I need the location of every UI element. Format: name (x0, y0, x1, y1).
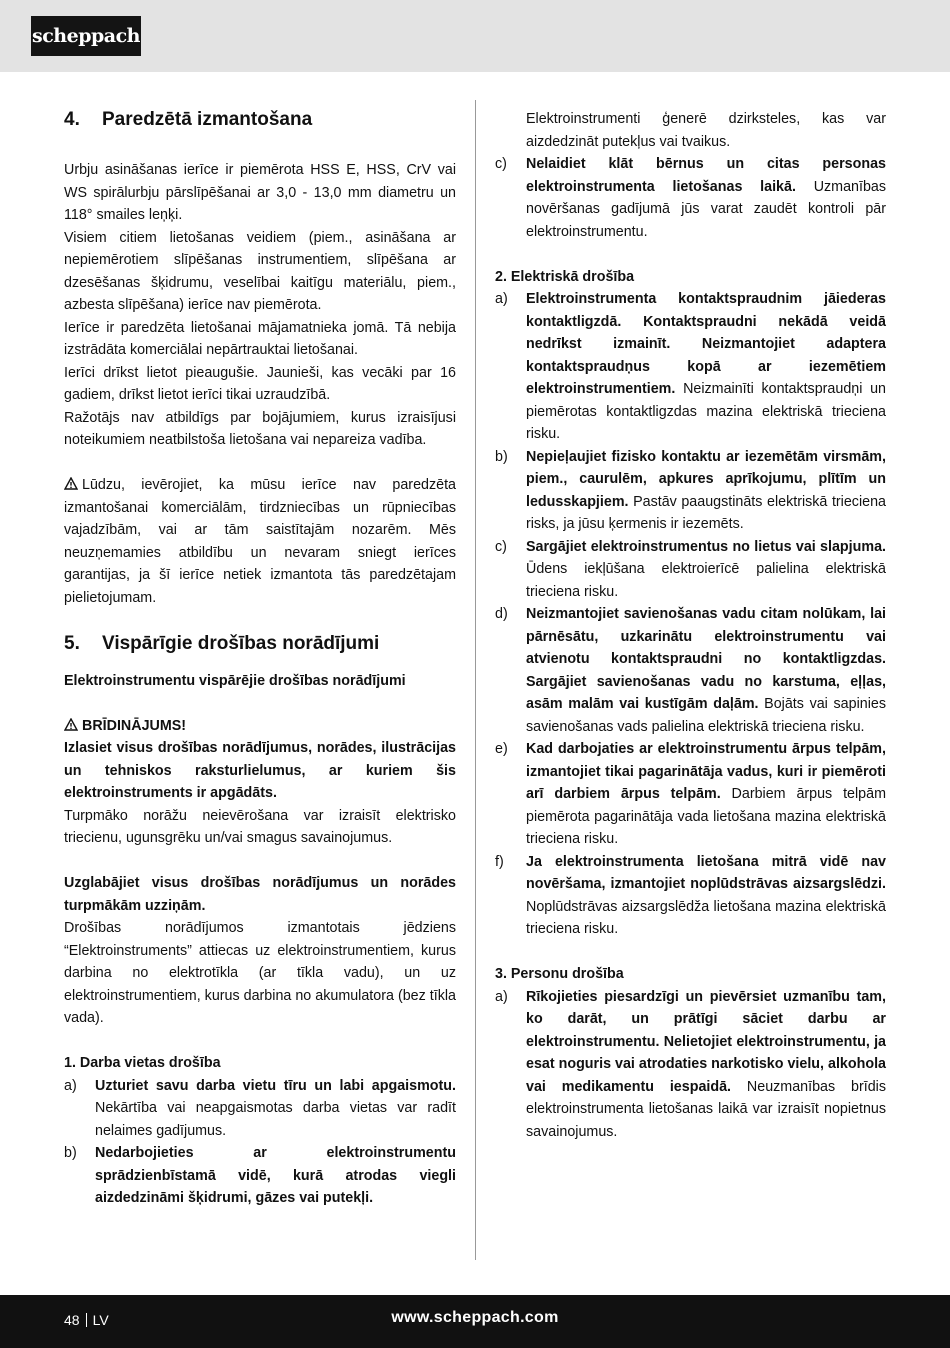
list-letter: a) (495, 291, 508, 307)
personal-safety-title: 3. Personu drošība (495, 966, 624, 982)
item-bold: Rīkojieties piesardzīgi un pievērsiet uzmanību tam, ko darāt, un prātīgi sāciet darbu ar elektroinstrumentu. Nelietojiet elektroinstrumentu, ja esat noguris vai atrodaties narkotisko vielu, alkohola vai medikamentu iespaidā. (526, 988, 886, 1095)
list-letter: a) (64, 1077, 77, 1094)
warning-heading (64, 715, 456, 738)
item-bold: Uzturiet savu darba vietu tīru un labi apgaismotu. (95, 1077, 456, 1094)
keep-instructions-text: Drošības norādījumos izmantotais jēdziens “Elektroinstruments” attiecas uz elektroinstrumentiem, kurus darbina no elektrotīkla (ar tīkla vadu), un uz elektroinstrumentiem, kurus darbina no akumulatora (bez tīkla vada). (64, 920, 456, 1026)
footer-bar (0, 1295, 950, 1348)
item-bold: Nedarbojieties ar elektroinstrumentu sprādzienbīstamā vidē, kurā atrodas viegli aizdedzināmi šķidrumi, gāzes vai putekļi. (95, 1145, 456, 1206)
item-bold: Neizmantojiet savienošanas vadu citam nolūkam, lai pārnēsātu, uzkarinātu elektroinstrumentu vai atvienotu kontaktspraudni no kontaktligzdas. Sargājiet savienošanas vadu no karstuma, eļļas, asām malām vai kustīgām daļām. (526, 606, 886, 712)
paragraph: Ierīce ir paredzēta lietošanai mājamatnieka jomā. Tā nebija izstrādāta komerciālai nepārtrauktai lietošanai. (64, 319, 456, 358)
list-item (495, 851, 886, 941)
list-item (64, 1075, 456, 1143)
section-number: 4. (64, 109, 80, 130)
column-divider (475, 100, 476, 1260)
left-column (64, 108, 456, 1210)
list-letter: b) (495, 448, 508, 465)
list-item (495, 153, 886, 243)
list-letter: e) (495, 741, 508, 757)
section-5-heading (64, 632, 456, 656)
section-title: Vispārīgie drošības norādījumi (102, 632, 380, 654)
item-text: Elektroinstrumenti ģenerē dzirksteles, kas var aizdedzināt putekļus vai tvaikus. (526, 111, 886, 150)
section-4-heading (64, 108, 456, 132)
paragraph: Visiem citiem lietošanas veidiem (piem., asināšana ar nepiemērotiem slīpēšanas instrumentiem, slīpēšana ar dzesēšanas šķidrumu, veselībai kaitīgu materiālu, piem., azbesta slīpēšana) ierīce nav piemērota. (64, 229, 456, 313)
right-column (495, 108, 886, 1143)
keep-instructions-bold: Uzglabājiet visus drošības norādījumus un norādes turpmākām uzziņām. (64, 875, 456, 914)
warning-bold-text: Izlasiet visus drošības norādījumus, norādes, ilustrācijas un tehniskos raksturlielumus, ar kuriem šis elektroinstruments ir apgādāts. (64, 740, 456, 801)
language-code: LV (92, 1312, 109, 1328)
list-item (495, 986, 886, 1144)
list-item (495, 288, 886, 446)
workplace-safety-title: 1. Darba vietas drošība (64, 1055, 221, 1071)
list-item-continuation (495, 108, 886, 153)
item-text: Ūdens iekļūšana elektroierīcē palielina elektriskā trieciena risku. (526, 561, 886, 600)
warning-label: BRĪDINĀJUMS! (82, 717, 187, 734)
list-item (64, 1142, 456, 1210)
section-title: Paredzētā izmantošana (102, 109, 313, 130)
list-letter: c) (495, 156, 507, 172)
list-letter: c) (495, 538, 507, 555)
list-item (495, 603, 886, 738)
brand-logo: scheppach (31, 16, 141, 56)
list-letter: a) (495, 988, 508, 1005)
item-bold: Ja elektroinstrumenta lietošana mitrā vidē nav novēršama, izmantojiet noplūdstrāvas aizsargslēdzi. (526, 853, 886, 892)
list-item (495, 738, 886, 851)
item-text: Neizmainīti kontaktspraudņi un piemērotas kontaktligzdas mazina elektriskā trieciena risku. (526, 381, 886, 442)
item-text: Nekārtība vai neapgaismotas darba vietas var radīt nelaimes gadījumus. (95, 1100, 456, 1139)
electrical-safety-title: 2. Elektriskā drošība (495, 268, 635, 285)
item-text: Noplūdstrāvas aizsargslēdža lietošana mazina elektriskā trieciena risku. (526, 898, 886, 937)
item-text: Uzmanības novēršanas gadījumā jūs varat zaudēt kontroli pār elektroinstrumentu. (526, 178, 887, 240)
paragraph: Urbju asināšanas ierīce ir piemērota HSS E, HSS, CrV vai WS spirālurbju pārslīpēšanai ar 3,0 - 13,0 mm diametru un 118° smailes leņķi. (64, 162, 456, 223)
list-letter: d) (495, 606, 508, 622)
page-number: 48 (64, 1312, 80, 1328)
item-bold: Elektroinstrumenta kontaktspraudnim jāiederas kontaktligzdā. Kontaktspraudni nekādā veidā nedrīkst izmainīt. Neizmantojiet adaptera kontaktspraudņus kopā ar iezemētiem elektroinstrumentiem. (526, 291, 886, 397)
item-bold: Kad darbojaties ar elektroinstrumentu ārpus telpām, izmantojiet tikai pagarinātāja vadus, kuri ir piemēroti arī darbiem ārpus telpām. (526, 741, 886, 802)
paragraph: Ražotājs nav atbildīgs par bojājumiem, kurus izraisījusi noteikumiem neatbilstoša lietošana vai nepareiza vadība. (64, 409, 456, 448)
warning-triangle-icon (64, 477, 78, 490)
item-bold: Nepieļaujiet fizisko kontaktu ar iezemētām virsmām, piem., caurulēm, apkures aprīkojumu, plītīm un ledusskapjiem. (526, 448, 886, 510)
section-number: 5. (64, 632, 80, 654)
item-text: Neuzmanības brīdis elektroinstrumenta lietošanas laikā var izraisīt nopietnus savainojumus. (526, 1078, 886, 1140)
list-item (495, 446, 886, 536)
note-text: Lūdzu, ievērojiet, ka mūsu ierīce nav paredzēta izmantošanai komerciālām, tirdzniecības un rūpniecības vajadzībām, vai ar tām saistītajām nozarēm. Mēs neuzņemamies atbildību un nevaram sniegt ierīces garantijas, ja šī ierīce netiek izmantota tās paredzētajam pielietojumam. (64, 477, 456, 606)
warning-triangle-icon (64, 718, 78, 731)
warning-text: Turpmāko norāžu neievērošana var izraisīt elektrisko triecienu, ugunsgrēku un/vai smagus savainojumus. (64, 807, 456, 846)
list-letter: b) (64, 1145, 77, 1161)
item-text: Darbiem ārpus telpām piemērota pagarinātāja vada lietošana mazina elektriskā trieciena risku. (526, 786, 886, 847)
header-bar (0, 0, 950, 72)
note-paragraph (64, 474, 456, 609)
subsection-title: Elektroinstrumentu vispārējie drošības norādījumi (64, 672, 406, 689)
item-text: Bojāts vai sapinies savienošanas vads palielina elektriskā trieciena risku. (526, 696, 886, 735)
item-bold: Sargājiet elektroinstrumentus no lietus vai slapjuma. (526, 538, 886, 555)
list-item (495, 536, 886, 604)
item-bold: Nelaidiet klāt bērnus un citas personas elektroinstrumenta lietošanas laikā. (526, 156, 886, 195)
website-link[interactable]: www.scheppach.com (391, 1309, 559, 1326)
list-letter: f) (495, 853, 504, 870)
paragraph: Ierīci drīkst lietot pieaugušie. Jaunieši, kas vecāki par 16 gadiem, drīkst lietot ierīci tikai uzraudzībā. (64, 364, 456, 403)
item-text: Pastāv paaugstināts elektriskā trieciena risks, ja jūsu ķermenis ir iezemēts. (526, 493, 886, 532)
